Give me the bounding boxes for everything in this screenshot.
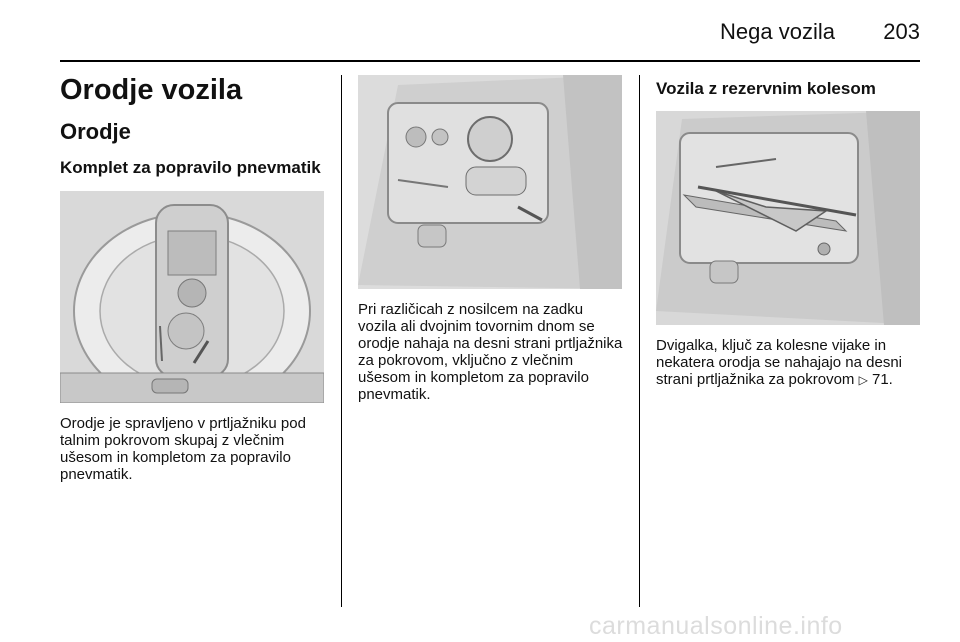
subsubsection-heading: Komplet za popravilo pnevmatik	[60, 158, 321, 177]
spare-wheel-tools-description	[656, 337, 922, 389]
cross-reference-page[interactable]: 71.	[872, 371, 893, 388]
column-2	[358, 73, 624, 403]
trunk-side-panel-illustration	[358, 75, 622, 289]
column-divider-1	[341, 75, 342, 607]
page-number: 203	[883, 19, 920, 44]
tools-description: Orodje je spravljeno v prtljažniku pod talnim pokrovom skupaj z vlečnim ušesom in kompletom za popravilo pnevmatik.	[60, 415, 306, 483]
variant-description: Pri različicah z nosilcem na zadku vozila ali dvojnim tovornim dnom se orodje nahaja na desni strani prtljažnika za pokrovom, vključno z vlečnim ušesom in kompletom za popravilo pnevmatik.	[358, 301, 623, 403]
header-rule	[60, 60, 920, 62]
column-3	[656, 73, 922, 389]
jack-and-tools-illustration	[656, 111, 920, 325]
column-1	[60, 73, 328, 483]
subsection-heading: Vozila z rezervnim kolesom	[656, 79, 876, 98]
subsection-heading: Orodje	[60, 119, 131, 144]
triangle-right-icon: ▷	[858, 373, 868, 387]
watermark: carmanualsonline.info	[589, 612, 843, 640]
running-header-title: Nega vozila	[720, 19, 835, 44]
section-heading: Orodje vozila	[60, 74, 243, 106]
paragraph-text: Dvigalka, ključ za kolesne vijake in nekatera orodja se nahajajo na desni strani prtljažnika za pokrovom	[656, 337, 903, 388]
spare-wheel-well-illustration	[60, 191, 324, 403]
column-divider-2	[639, 75, 640, 607]
